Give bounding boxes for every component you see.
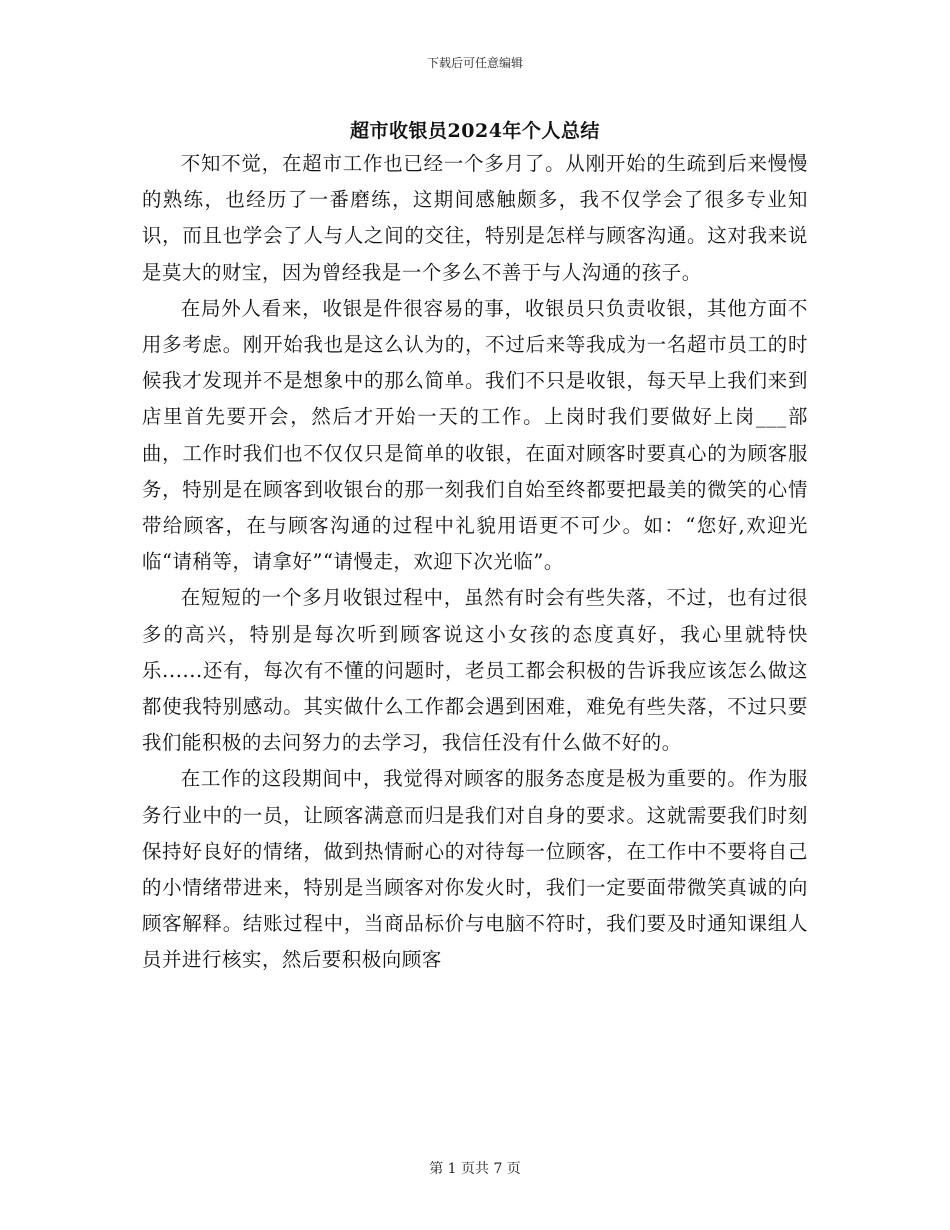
paragraph: 在短短的一个多月收银过程中，虽然有时会有些失落，不过，也有过很多的高兴，特别是每次听到顾客说这小女孩的态度真好，我心里就特快乐......还有，每次有不懂的问题时，老员工都会积极的告诉我应该怎么做这都使我特别感动。其实做什么工作都会遇到困难，难免有些失落，不过只要我们能积极的去问努力的去学习，我信任没有什么做不好的。 [142,586,808,755]
page-footer: 第 1 页共 7 页 [429,1161,521,1177]
paragraph: 在工作的这段期间中，我觉得对顾客的服务态度是极为重要的。作为服务行业中的一员，让顾客满意而归是我们对自身的要求。这就需要我们时刻保持好良好的情绪，做到热情耐心的对待每一位顾客，在工作中不要将自己的小情绪带进来，特别是当顾客对你发火时，我们一定要面带微笑真诚的向顾客解释。结账过程中，当商品标价与电脑不符时，我们要及时通知课组人员并进行核实，然后要积极向顾客 [142,767,808,972]
paragraph: 在局外人看来，收银是件很容易的事，收银员只负责收银，其他方面不用多考虑。刚开始我也是这么认为的，不过后来等我成为一名超市员工的时候我才发现并不是想象中的那么简单。我们不只是收银，每天早上我们来到店里首先要开会，然后才开始一天的工作。上岗时我们要做好上岗___部曲，工作时我们也不仅仅只是简单的收银，在面对顾客时要真心的为顾客服务，特别是在顾客到收银台的那一刻我们自始至终都要把最美的微笑的心情带给顾客，在与顾客沟通的过程中礼貌用语更不可少。如：“您好,欢迎光临“请稍等，请拿好”“请慢走，欢迎下次光临”。 [142,296,808,574]
document-body [142,146,808,979]
document-title: 超市收银员2024年个人总结 [350,120,600,142]
header-note: 下载后可任意编辑 [426,56,523,70]
paragraph: 不知不觉，在超市工作也已经一个多月了。从刚开始的生疏到后来慢慢的熟练，也经历了一番磨练，这期间感触颇多，我不仅学会了很多专业知识，而且也学会了人与人之间的交往，特别是怎样与顾客沟通。这对我来说是莫大的财宝，因为曾经我是一个多么不善于与人沟通的孩子。 [142,152,808,284]
